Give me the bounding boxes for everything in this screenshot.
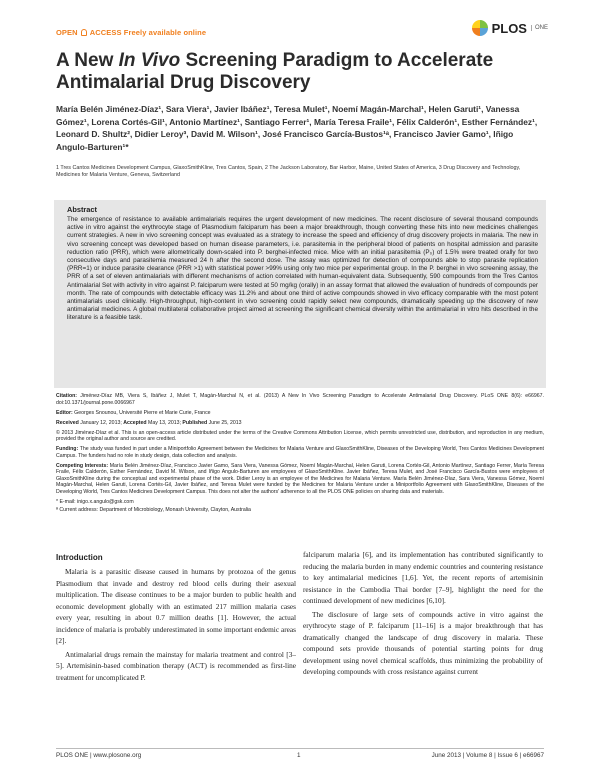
title-post: Screening Paradigm to Accelerate Antimalarial Drug Discovery [56,50,494,93]
abstract-text: The emergence of resistance to available antimalarials requires the urgent development of new medicines. The recent disclosure of several thousand compounds active in vitro against the erythrocyte stage of Plasmodium falciparum has been a major breakthrough, though converting these hits into new medicines challenges current strategies. A new in vivo screening concept was evaluated as a strategy to increase the speed and efficiency of drug discovery projects in malaria. The new in vivo screening concept was developed based on human disease parameters, i.e. parasitemia in the peripheral blood of patients on hospital admission and parasite reduction ratio (PRR), which were allometrically down-scaled into P. berghei-infected mice. Mice with an initial parasitemia (P₀) of 1.5% were treated orally for two consecutive days and parasitemia measured 24 h after the second dose. The assay was optimized for detection of compounds able to stop parasite replication (PRR=1) or induce parasite clearance (PRR >1) with statistical power >99% using only two mice per experimental group. In the P. berghei in vivo screening assay, the PRR of a set of eleven antimalarials with different mechanisms of action correlated with human-equivalent data. Subsequently, 590 compounds from the Tres Cantos Antimalarial Set with activity in vitro against P. falciparum were tested at 50 mg/kg (orally) in an assay format that allowed the evaluation of hundreds of compounds per month. The rate of compounds with detectable efficacy was 11.2% and about one third of active compounds showed in vivo efficacy comparable with the most potent antimalarials used clinically. High-throughput, high-content in vivo screening could rapidly select new compounds, dramatically speeding up the discovery of new antimalarial medicines. A global multilateral collaborative project aimed at screening the significant chemical diversity within the antimalarial in vitro hits described in the literature is a feasible task. [67,216,538,322]
intro-column-right [303,549,543,737]
introduction-heading: Introduction [56,553,103,562]
author-list: María Belén Jiménez-Díaz¹, Sara Viera¹, Javier Ibáñez¹, Teresa Mulet¹, Noemí Magán-Marchal¹, Helen Garuti¹, Vanessa Gómez¹, Lorena Cortés-Gil¹, Antonio Martínez¹, Santiago Ferrer¹, María Teresa Fraile¹, Félix Calderón¹, Esther Fernández¹, Leonard D. Shultz², Didier Leroy³, David M. Wilson¹, José Francisco García-Bustos¹ᵃ, Francisco Javier Gamo¹, Iñigo Angulo-Barturen¹* [56,104,538,152]
logo-word: PLOS [491,20,527,36]
footer-issue: June 2013 | Volume 8 | Issue 6 | e66967 [431,752,544,759]
competing-label: Competing Interests: [56,462,109,469]
accepted-date: May 13, 2013; [148,419,181,426]
title-italic: In Vivo [118,50,181,71]
plos-one-logo [472,20,548,36]
title-pre: A New [56,50,119,71]
current-address: ª Current address: Department of Microbiology, Monash University, Clayton, Australia [56,507,251,514]
page-number: 1 [297,752,301,759]
access-label: ACCESS [89,28,122,37]
citation [56,393,544,406]
intro-paragraph: Antimalarial drugs remain the mainstay for malaria treatment and control [3–5]. Artemisinin-based combination therapy (ACT) is recommended as first-line treatment for uncomplicated P. [56,649,296,682]
received-date: January 12, 2013; [80,419,122,426]
funding-text: The study was funded in part under a Miniportfolio Agreement between the Medicines for Malaria Venture and GlaxoSmithKline, Diseases of the Developing World, Tres Cantos Medicines Development Campus. The funders had no role in study design, data collection and analysis. [56,446,544,459]
open-label: OPEN [56,28,78,37]
footer-journal[interactable]: PLOS ONE | www.plosone.org [56,752,142,759]
competing-text: María Belén Jiménez-Díaz, Francisco Javier Gamo, Sara Viera, Vanessa Gómez, Noemí Magán-Marchal, Helen Garuti, Lorena Cortés-Gil, Antonio Martínez, Santiago Ferrer, María Teresa Fraile, Félix Calderón, Esther Fernández, David M. Wilson, and Iñigo Angulo-Barturen are employees of GlaxoSmithKline. Javier Ibáñez, Teresa Mulet, and José Francisco García-Bustos were employees of GlaxoSmithKline during the conceptual and experimental phase of the work. Didier Leroy is an employee of the Medicines for Malaria Venture. María Belén Jiménez-Díaz, Sara Viera, Vanessa Gómez, Noemí Magán-Marchal, Helen Garuti, Lorena Cortés-Gil, Javier Ibáñez, and Teresa Mulet were funded by the Medicines for Malaria Venture under a Miniportfolio Agreement with GlaxoSmithKline, Diseases of the Developing World, Tres Cantos Medicines Development Campus. This does not alter the authors' adherence to all the PLOS ONE policies on sharing data and materials. [56,462,544,496]
funding [56,446,544,459]
article-metadata [56,393,544,515]
open-access-lock-icon [81,29,87,36]
editor-text: Georges Snounou, Université Pierre et Marie Curie, France [74,409,211,416]
citation-label: Citation: [56,393,78,399]
copyright: © 2013 Jiménez-Díaz et al. This is an open-access article distributed under the terms of the Creative Commons Attribution License, which permits unrestricted use, distribution, and reproduction in any medium, provided the original author and source are credited. [56,429,544,443]
dates [56,420,544,427]
editor [56,410,544,417]
abstract-box [54,200,546,388]
citation-text: Jiménez-Díaz MB, Viera S, Ibáñez J, Mulet T, Magán-Marchal N, et al. (2013) A New In Vivo Screening Paradigm to Accelerate Antimalarial Drug Discovery. PLoS ONE 8(6): e66967. doi:10.1371/journal.pone.0066967 [56,393,544,406]
intro-paragraph: The disclosure of large sets of compounds active in vitro against the erythrocyte stage of P. falciparum [11–16] is a major breakthrough that has dramatically changed the landscape of drug discovery in malaria. These compound sets provide thousands of potential starting points for drug development using novel chemical scaffolds, thus minimizing the probability of developing compounds with cross resistance against current [303,609,543,676]
logo-one: ONE [531,25,548,31]
received-label: Received [56,419,79,426]
accepted-label: Accepted [123,419,147,426]
published-label: Published [182,419,208,426]
intro-paragraph: falciparum malaria [6], and its implementation has contributed significantly to reducing the malaria burden in many endemic countries and countering resistance to key antimalarial medicines [1,6]. Yet, the recent reports of artemisinin resistance in the Cambodia Thai border [7–9], highlight the need for the continued development of new medicines [6,10]. [303,550,543,605]
email[interactable]: * E-mail: inigo.x.angulo@gsk.com [56,499,134,506]
affiliations: 1 Tres Cantos Medicines Development Campus, GlaxoSmithKline, Tres Cantos, Spain, 2 The Jackson Laboratory, Bar Harbor, Maine, United States of America, 3 Drug Discovery and Technology, Medicines for Malaria Venture, Geneva, Switzerland [56,165,521,179]
competing-interests [56,463,544,496]
freely-available-label: Freely available online [123,28,207,37]
editor-label: Editor: [56,409,73,416]
footer-divider [56,748,544,749]
funding-label: Funding: [56,446,79,453]
plos-logo-icon [472,20,488,36]
intro-column-left [56,566,296,754]
open-access-banner [56,28,206,37]
intro-paragraph: Malaria is a parasitic disease caused in humans by protozoa of the genus Plasmodium that invade and destroy red blood cells during their asexual multiplication. The disease continues to be a major burden to public health and economic development globally with an estimated 217 million malaria cases every year, resulting in about 0.7 million deaths [1]. However, the actual incidence of malaria is probably underestimated in some important endemic areas [2]. [56,567,296,645]
published-date: June 25, 2013 [208,419,242,426]
abstract-heading: Abstract [67,205,97,214]
article-title [56,50,526,94]
